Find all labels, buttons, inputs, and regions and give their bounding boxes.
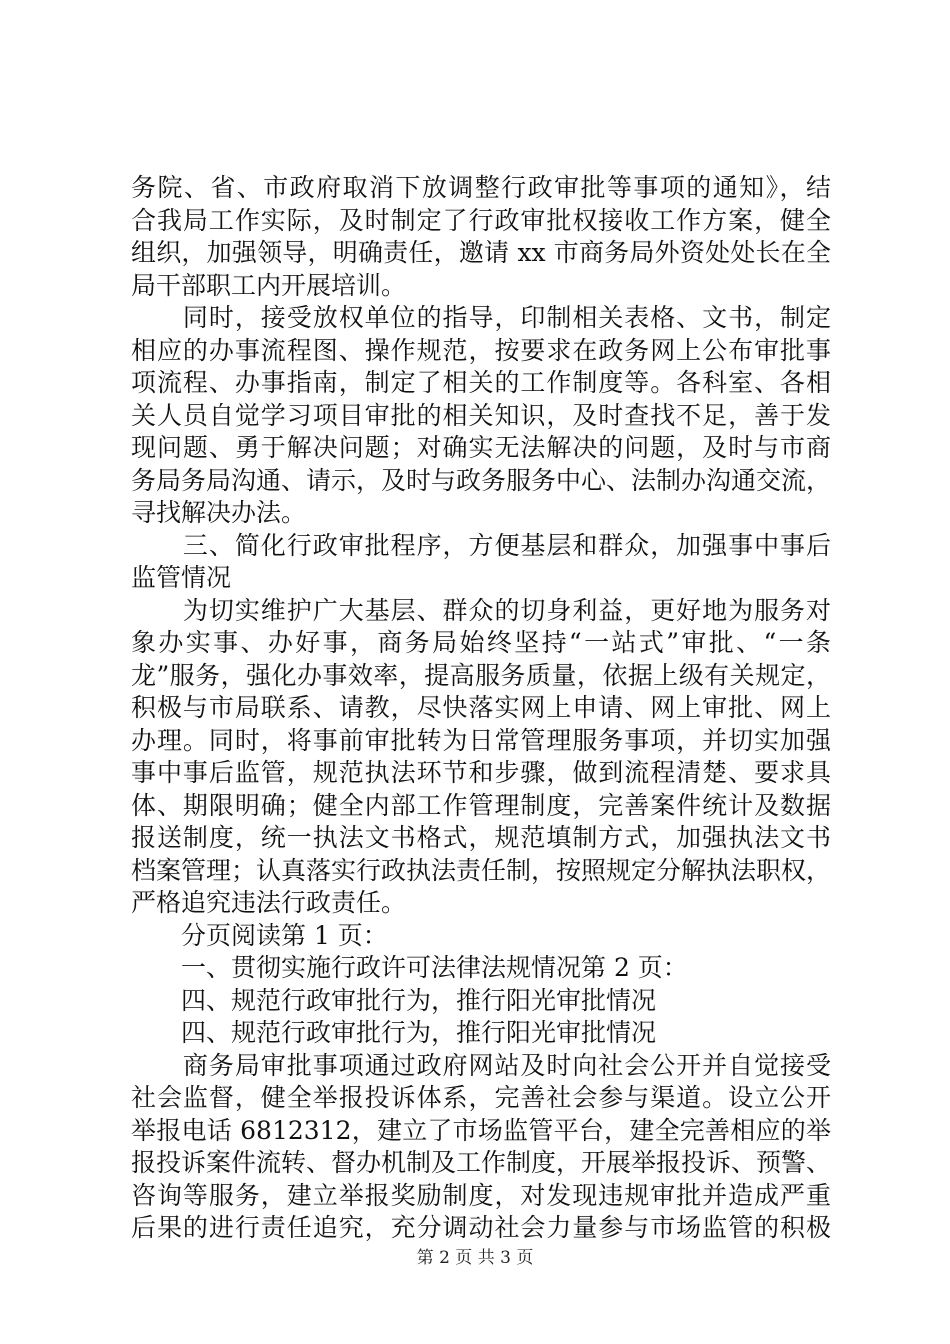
body-text-line: 关人员自觉学习项目审批的相关知识，及时查找不足，善于发 — [131, 400, 831, 430]
page-footer: 第 2 页 共 3 页 — [416, 1248, 534, 1268]
body-text-line: 积极与市局联系、请教，尽快落实网上申请、网上审批、网上 — [131, 693, 831, 722]
body-text-line: 社会监督，健全举报投诉体系，完善社会参与渠道。设立公开 — [131, 1083, 831, 1112]
body-text-line: 项流程、办事指南，制定了相关的工作制度等。各科室、各相 — [131, 368, 831, 397]
body-text-line: 组织，加强领导，明确责任，邀请 xx 市商务局外资处处长在全 — [131, 238, 831, 267]
body-text-line: 体、期限明确；健全内部工作管理制度，完善案件统计及数据 — [131, 790, 831, 820]
body-text-line: 咨询等服务，建立举报奖励制度，对发现违规审批并造成严重 — [131, 1180, 831, 1210]
body-text-line: 务局务局沟通、请示，及时与政务服务中心、法制办沟通交流， — [131, 465, 832, 495]
body-text-line: 报投诉案件流转、督办机制及工作制度，开展举报投诉、预警、 — [131, 1148, 832, 1177]
body-text-line: 分页阅读第 1 页： — [131, 920, 388, 950]
body-text-line: 办理。同时，将事前审批转为日常管理服务事项，并切实加强 — [131, 725, 831, 755]
body-text-line: 三、简化行政审批程序，方便基层和群众，加强事中事后 — [131, 530, 831, 560]
body-text-line: 严格追究违法行政责任。 — [131, 888, 407, 917]
body-text-line: 监管情况 — [131, 563, 232, 592]
body-text-line: 档案管理；认真落实行政执法责任制，按照规定分解执法职权， — [131, 855, 832, 885]
body-text-line: 龙”服务，强化办事效率，提高服务质量，依据上级有关规定， — [131, 660, 831, 690]
body-text-line: 举报电话 6812312，建立了市场监管平台，建全完善相应的举 — [131, 1115, 831, 1145]
body-text-line: 象办实事、办好事，商务局始终坚持“一站式”审批、“一条 — [131, 628, 831, 657]
body-text-line: 为切实维护广大基层、群众的切身利益，更好地为服务对 — [131, 595, 831, 625]
body-text-line: 相应的办事流程图、操作规范，按要求在政务网上公布审批事 — [131, 335, 831, 365]
body-text-line: 合我局工作实际，及时制定了行政审批权接收工作方案，健全 — [131, 205, 831, 235]
body-text-line: 四、规范行政审批行为，推行阳光审批情况 — [131, 985, 657, 1015]
body-text-line: 事中事后监管，规范执法环节和步骤，做到流程清楚、要求具 — [131, 758, 831, 787]
body-text-line: 寻找解决办法。 — [131, 498, 307, 527]
body-text-line: 务院、省、市政府取消下放调整行政审批等事项的通知》，结 — [131, 173, 831, 202]
body-text-line: 现问题、勇于解决问题；对确实无法解决的问题，及时与市商 — [131, 433, 831, 462]
body-text-line: 报送制度，统一执法文书格式，规范填制方式，加强执法文书 — [131, 823, 831, 852]
body-text-line: 局干部职工内开展培训。 — [131, 270, 407, 300]
body-text-line: 四、规范行政审批行为，推行阳光审批情况 — [131, 1018, 657, 1047]
body-text-line: 商务局审批事项通过政府网站及时向社会公开并自觉接受 — [131, 1050, 831, 1080]
body-text-line: 同时，接受放权单位的指导，印制相关表格、文书，制定 — [131, 303, 831, 332]
body-text-line: 一、贯彻实施行政许可法律法规情况第 2 页： — [131, 953, 688, 982]
document-body — [131, 172, 831, 1245]
body-text-line: 后果的进行责任追究，充分调动社会力量参与市场监管的积极 — [131, 1213, 831, 1242]
